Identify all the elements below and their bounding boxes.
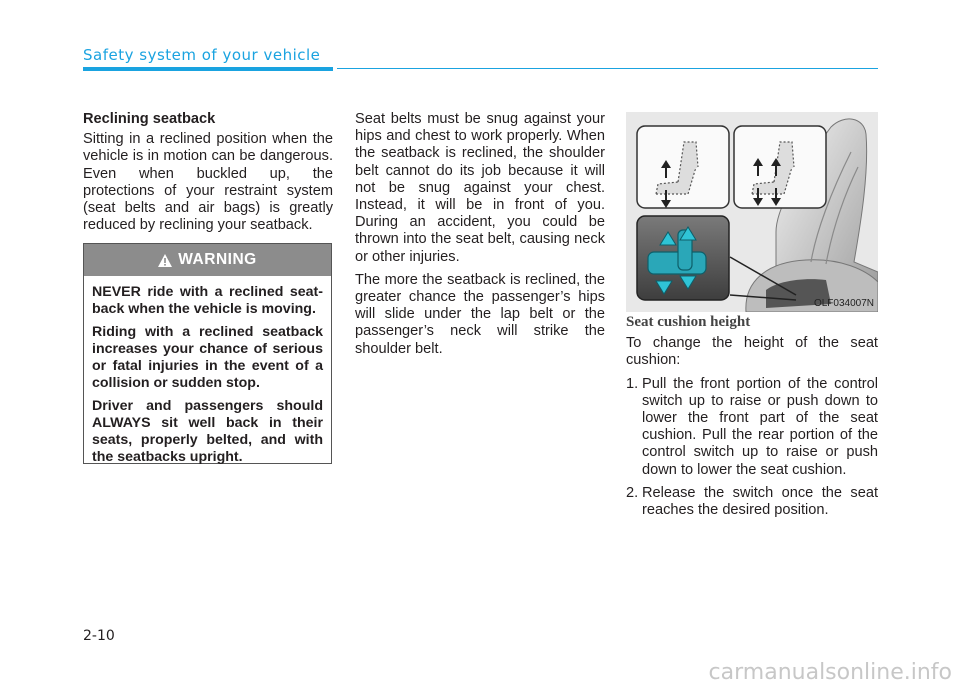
seat-illustration [626, 112, 878, 312]
warning-label: WARNING [178, 251, 257, 268]
cushion-height-steps [626, 376, 878, 520]
list-item [626, 485, 878, 519]
column-reclining [83, 111, 333, 240]
header-rule-thick [83, 67, 333, 71]
list-item [626, 376, 878, 479]
reclining-paragraph: Sitting in a reclined position when the vehicle is in motion can be dangerous. Even when buckled up, the protections of your restraint system (seat belts and air bags) is greatly reduced by reclining your seatback. [83, 131, 333, 234]
column-seatbelt [355, 111, 605, 364]
cushion-height-heading: Seat cushion height [626, 314, 751, 330]
seat-adjust-figure [626, 112, 878, 312]
step-number: 1. [626, 375, 639, 392]
warning-triangle-icon [158, 254, 172, 267]
reclining-heading: Reclining seatback [83, 111, 216, 127]
column-cushion-height [626, 314, 878, 525]
step-number: 2. [626, 484, 639, 501]
warning-paragraph: Driver and passengers should ALWAYS sit well back in their seats, properly belted, and with the seatbacks upright. [92, 398, 323, 465]
warning-paragraph: NEVER ride with a reclined seat-back when the vehicle is moving. [92, 284, 323, 317]
warning-box [83, 243, 332, 464]
figure-code: OLF034007N [813, 298, 874, 309]
seatbelt-paragraph: Seat belts must be snug against your hips and chest to work properly. When the seatback is reclined, the shoulder belt cannot do its job because it will not be snug against your chest. Instead, it will be in front of you. During an accident, you could be thrown into the seat belt, causing neck or other injuries. [355, 111, 605, 265]
step-text: Release the switch once the seat reaches the desired position. [642, 484, 878, 519]
watermark: carmanualsonline.info [708, 660, 952, 685]
warning-body [84, 276, 331, 466]
header-rule-thin [337, 68, 878, 69]
page-number: 2-10 [83, 628, 115, 644]
warning-header [84, 244, 331, 276]
seatbelt-paragraph: The more the seatback is reclined, the greater chance the passenger’s hips will slide under the lap belt or the passenger’s neck will strike the shoulder belt. [355, 271, 605, 357]
warning-paragraph: Riding with a reclined seatback increases your chance of serious or fatal injuries in the event of a collision or sudden stop. [92, 324, 323, 391]
section-header-title: Safety system of your vehicle [83, 46, 321, 64]
cushion-height-intro: To change the height of the seat cushion: [626, 335, 878, 369]
step-text: Pull the front portion of the control switch up to raise or push down to lower the front part of the seat cushion. Pull the rear portion of the control switch up to raise or push down to lower the seat cushion. [642, 375, 878, 478]
